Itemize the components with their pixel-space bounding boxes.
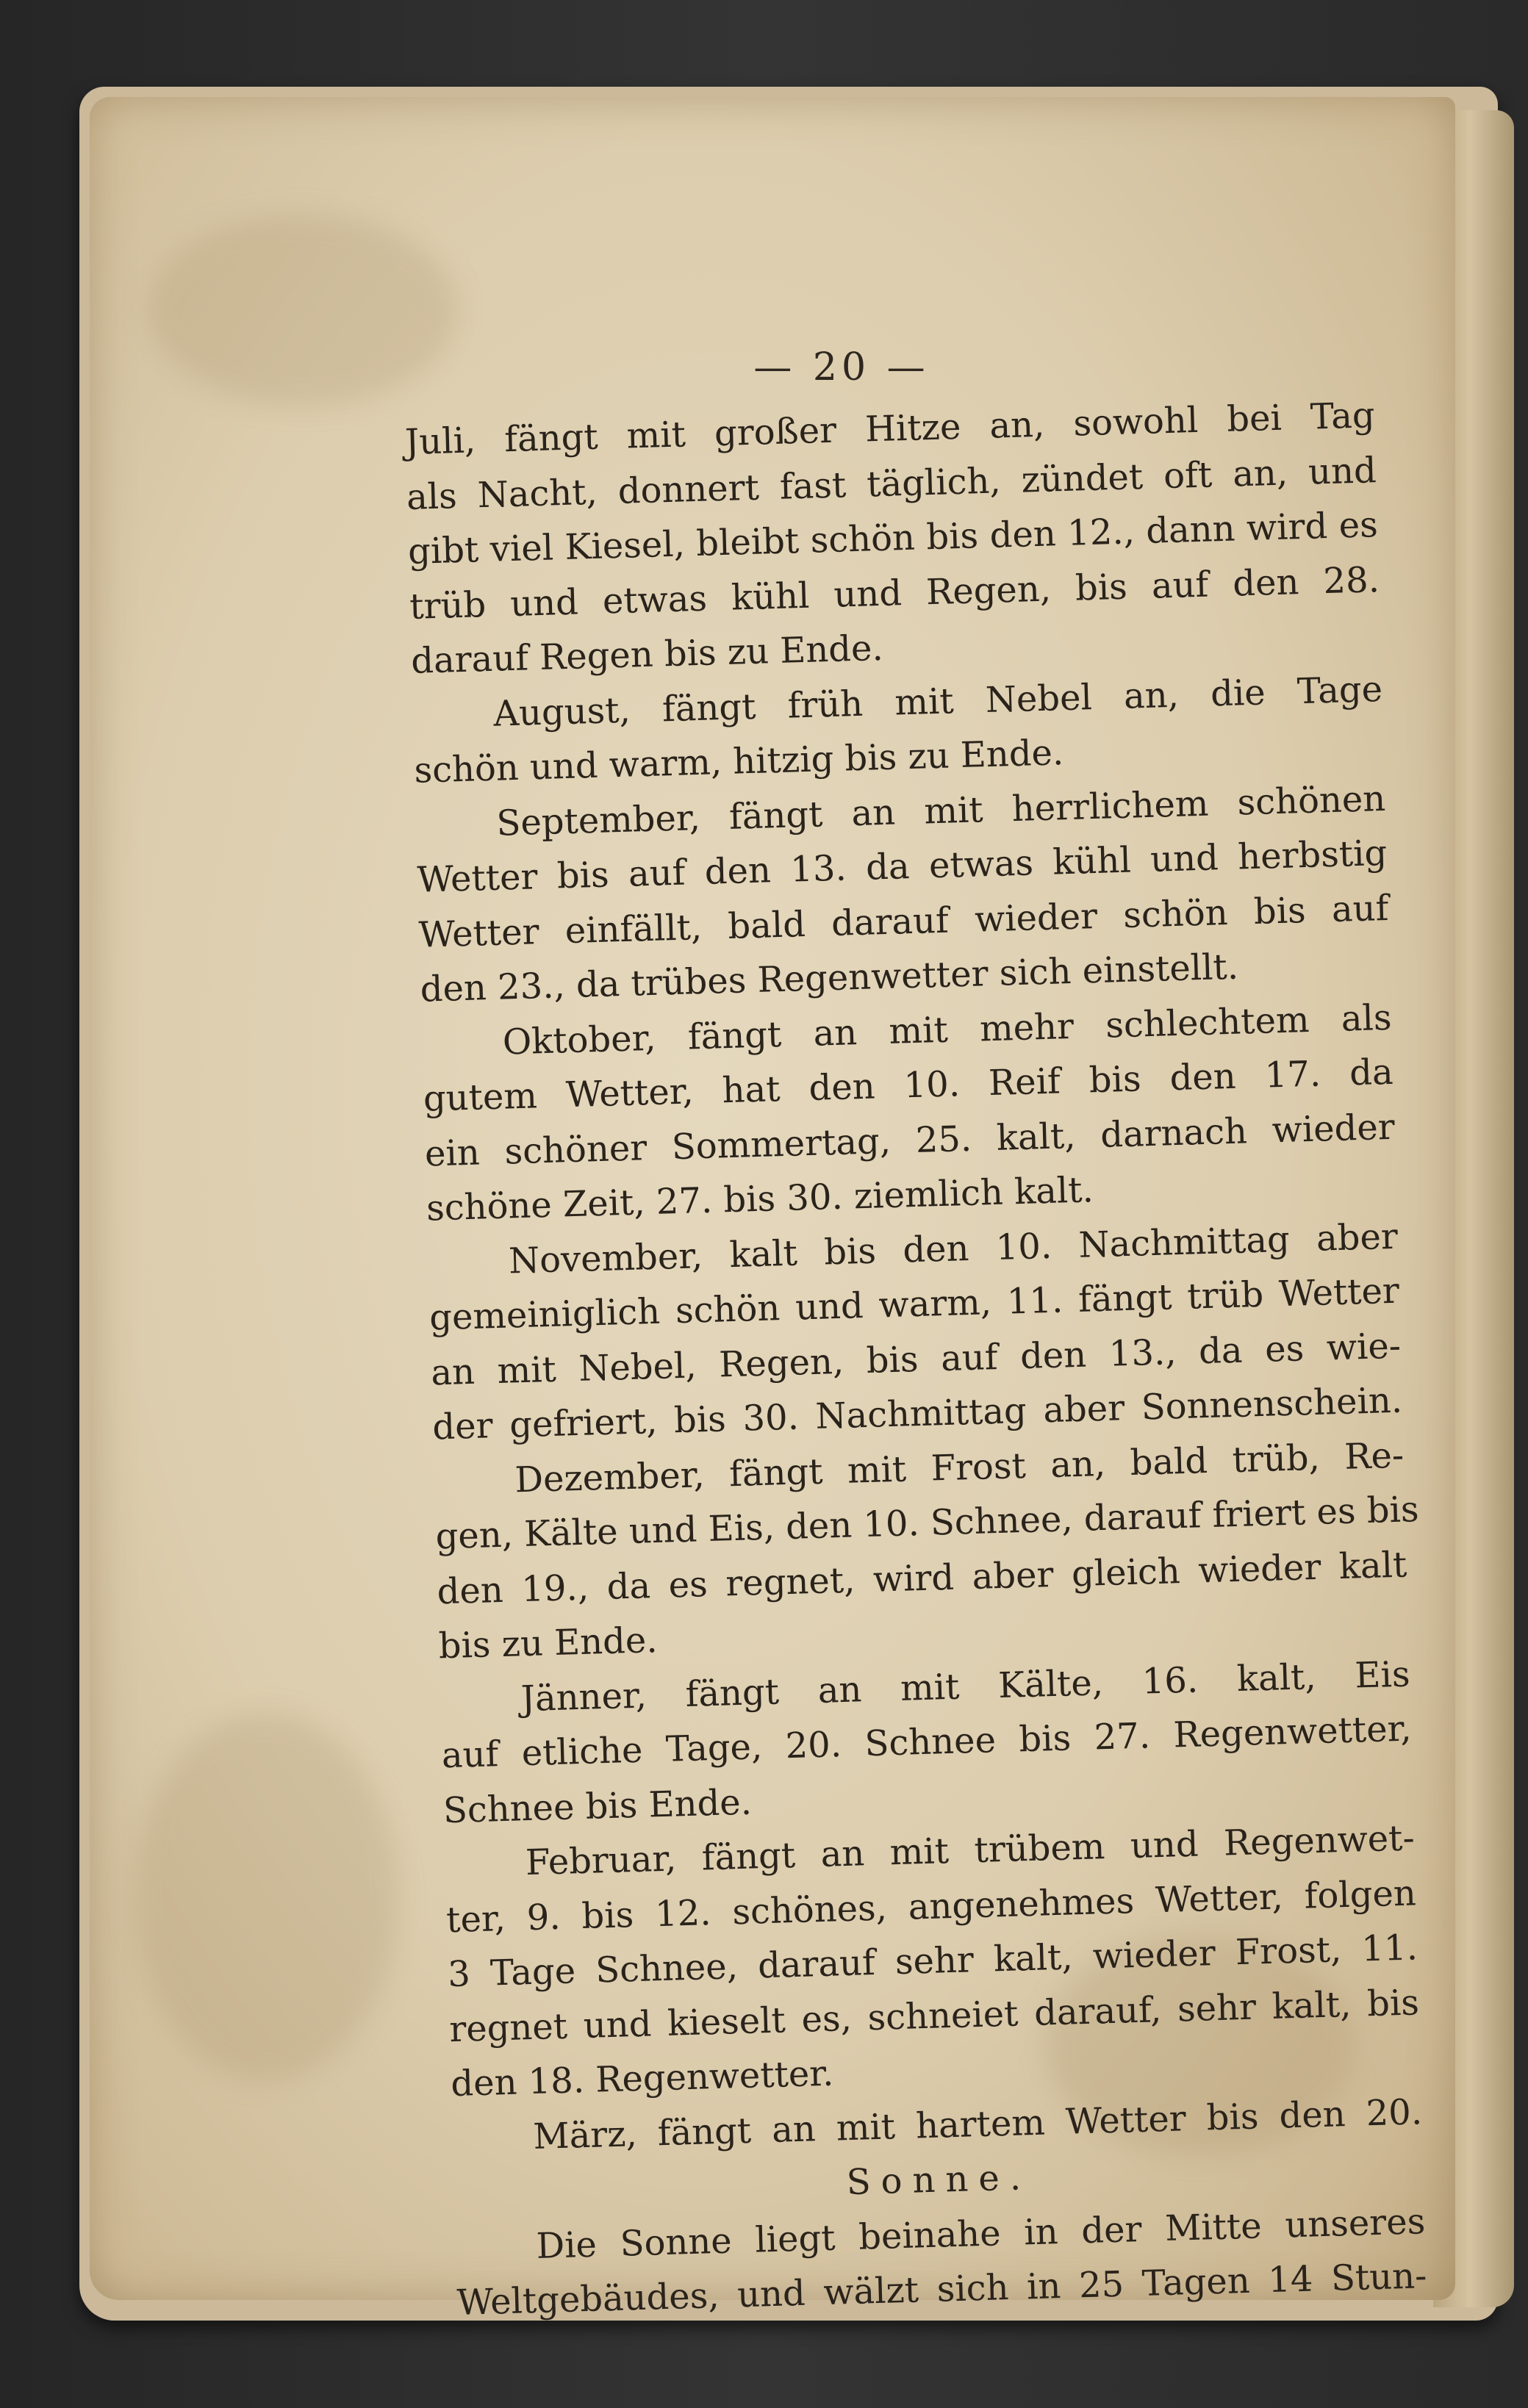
text-line: ter, 9. bis 12. schönes, angenehmes Wetter, folgen [445,1872,1417,1941]
text-line: Oktober, fängt an mit mehr schlechtem als [502,996,1393,1063]
text-line: gutem Wetter, hat den 10. Reif bis den 17. da [423,1051,1394,1120]
text-line: November, kalt bis den 10. Nachmittag aber [508,1215,1399,1282]
text-line: bis zu Ende. [438,1620,659,1667]
text-line: ein schöner Sommertag, 25. kalt, darnach wieder [424,1106,1396,1175]
paper-stain [148,215,457,406]
paper-stain [134,1714,398,2081]
text-line: Wetter bis auf den 13. da etwas kühl und herbstig [416,832,1388,901]
text-line: August, fängt früh mit Nebel an, die Tage [492,668,1383,735]
text-line: September, fängt an mit herrlichem schönen [495,777,1386,844]
text-line: auf etliche Tage, 20. Schnee bis 27. Regenwetter, [441,1708,1413,1777]
text-line: schöne Zeit, 27. bis 30. ziemlich kalt. [426,1169,1094,1229]
text-line: regnet und kieselt es, schneiet darauf, sehr kalt, bis [448,1981,1420,2050]
text-line: den 19., da es regnet, wird aber gleich wieder kalt [436,1544,1407,1612]
text-line: gemeiniglich schön und warm, 11. fängt trüb Wetter [428,1270,1400,1339]
text-line: gibt viel Kiesel, bleibt schön bis den 12., dann wird es [407,504,1379,572]
text-line: März, fängt an mit hartem Wetter bis den 20. [532,2091,1423,2157]
section-heading: Sonne. [845,2157,1032,2204]
text-line: den 18. Regenwetter. [450,2052,834,2105]
text-line: an mit Nebel, Regen, bis auf den 13., da es wie- [430,1325,1402,1393]
text-line: Die Sonne liegt beinahe in der Mitte unseres [535,2200,1426,2267]
page-number: — 20 — [753,345,930,389]
text-line: schön und warm, hitzig bis zu Ende. [413,732,1064,791]
text-line: als Nacht, donnert fast täglich, zündet oft an, und [406,449,1377,518]
text-line: Weltgebäudes, und wälzt sich in 25 Tagen 14 Stun- [456,2255,1428,2323]
text-line: darauf Regen bis zu Ende. [410,627,884,682]
text-line: Februar, fängt an mit trübem und Regenwet- [525,1817,1416,1884]
text-line: Dezember, fängt mit Frost an, bald trüb, Re- [514,1434,1405,1500]
text-line: der gefriert, bis 30. Nachmittag aber Sonnenschein. [431,1379,1403,1448]
text-line: Juli, fängt mit großer Hitze an, sowohl bei Tag [404,395,1376,463]
body-text [404,388,1427,2330]
text-line: Wetter einfällt, bald darauf wieder schön bis auf [417,887,1390,956]
text-line: Schnee bis Ende. [442,1781,753,1831]
text-line: den 23., da trübes Regenwetter sich einstellt. [420,946,1239,1010]
text-line: gen, Kälte und Eis, den 10. Schnee, darauf friert es bis [434,1489,1420,1558]
text-line: 3 Tage Schnee, darauf sehr kalt, wieder Frost, 11. [447,1927,1418,1996]
text-line: trüb und etwas kühl und Regen, bis auf den 28. [409,558,1380,628]
text-line: Jänner, fängt an mit Kälte, 16. kalt, Eis [520,1653,1411,1719]
